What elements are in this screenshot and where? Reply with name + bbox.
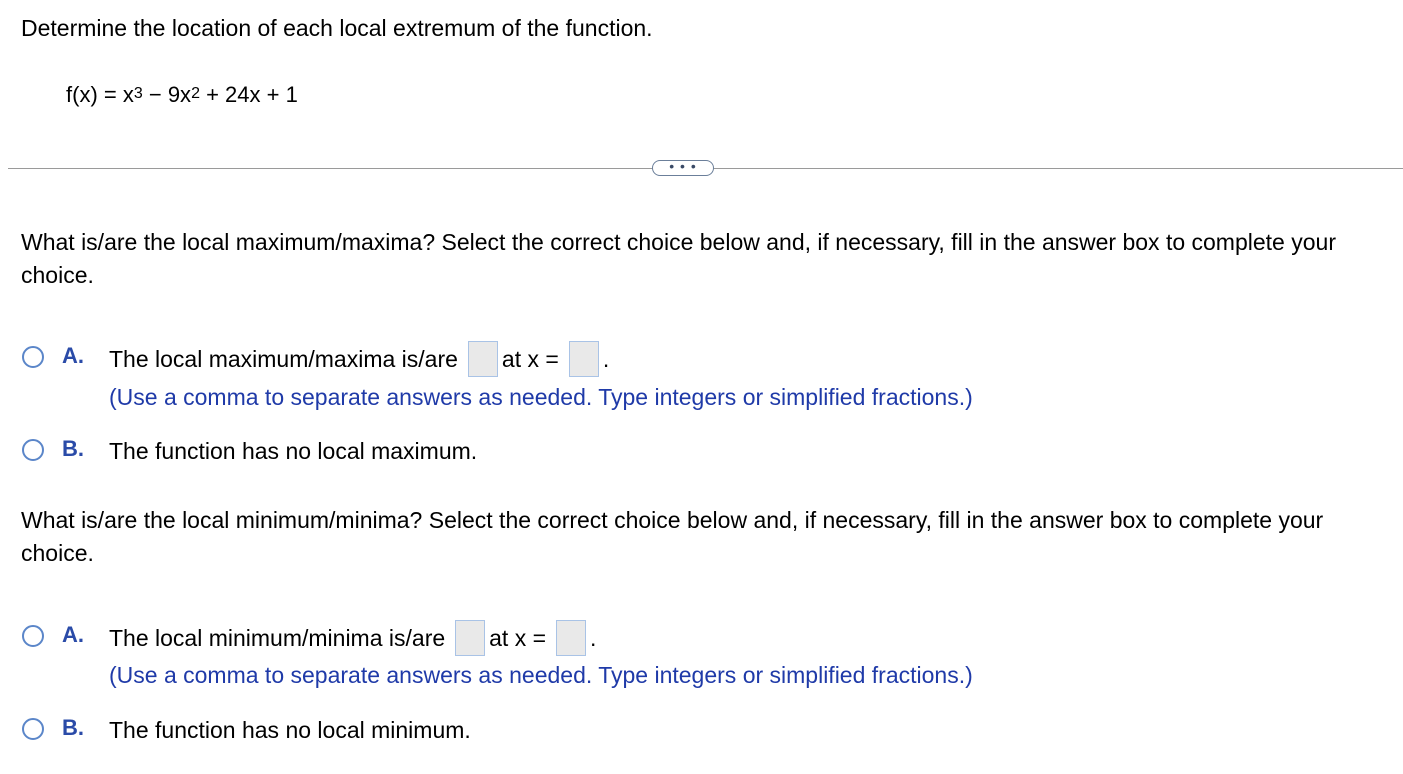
max-question: What is/are the local maximum/maxima? Select the correct choice below and, if necessary, fill in the answer box to complete your choice. (21, 229, 1336, 288)
min-x-input[interactable] (556, 620, 586, 656)
min-option-a-text (109, 622, 596, 658)
min-period: . (590, 625, 597, 652)
max-value-input[interactable] (468, 341, 498, 377)
instruction-text: Determine the location of each local extremum of the function. (21, 15, 653, 41)
max-period: . (602, 346, 610, 373)
max-option-a-label: The local maximum/maxima is/are (109, 346, 458, 373)
min-option-b[interactable] (22, 713, 622, 749)
min-at-x-label: at x = (489, 625, 547, 652)
max-at-x-label: at x = (501, 346, 559, 373)
max-x-input[interactable] (569, 341, 599, 377)
max-option-a-text (109, 343, 609, 379)
function-expression (66, 78, 298, 112)
max-option-a-radio[interactable] (22, 346, 44, 368)
max-hint: (Use a comma to separate answers as needed. Type integers or simplified fractions.) (109, 384, 973, 410)
min-question: What is/are the local minimum/minima? Select the correct choice below and, if necessary, fill in the answer box to complete your choice. (21, 507, 1324, 566)
min-option-b-letter: B. (62, 715, 84, 740)
max-option-a-letter: A. (62, 343, 84, 368)
max-option-b[interactable] (22, 434, 622, 470)
min-option-b-radio[interactable] (22, 718, 44, 740)
min-value-input[interactable] (455, 620, 485, 656)
max-option-b-letter: B. (62, 436, 84, 461)
function-lhs: f(x) = x (66, 82, 134, 107)
function-rhs: + 24x + 1 (199, 82, 298, 107)
exponent-3: 3 (133, 85, 143, 102)
min-hint: (Use a comma to separate answers as needed. Type integers or simplified fractions.) (109, 662, 973, 688)
min-option-a-label: The local minimum/minima is/are (109, 625, 446, 652)
min-option-a-letter: A. (62, 622, 84, 647)
max-option-b-text: The function has no local maximum. (109, 438, 478, 464)
min-option-a-radio[interactable] (22, 625, 44, 647)
function-mid: − 9x (142, 82, 192, 107)
expand-more-button[interactable]: • • • (652, 160, 714, 176)
max-option-b-radio[interactable] (22, 439, 44, 461)
exponent-2: 2 (191, 85, 200, 102)
min-option-a[interactable] (22, 620, 1022, 656)
min-option-b-text: The function has no local minimum. (109, 717, 471, 743)
max-option-a[interactable] (22, 341, 1022, 377)
